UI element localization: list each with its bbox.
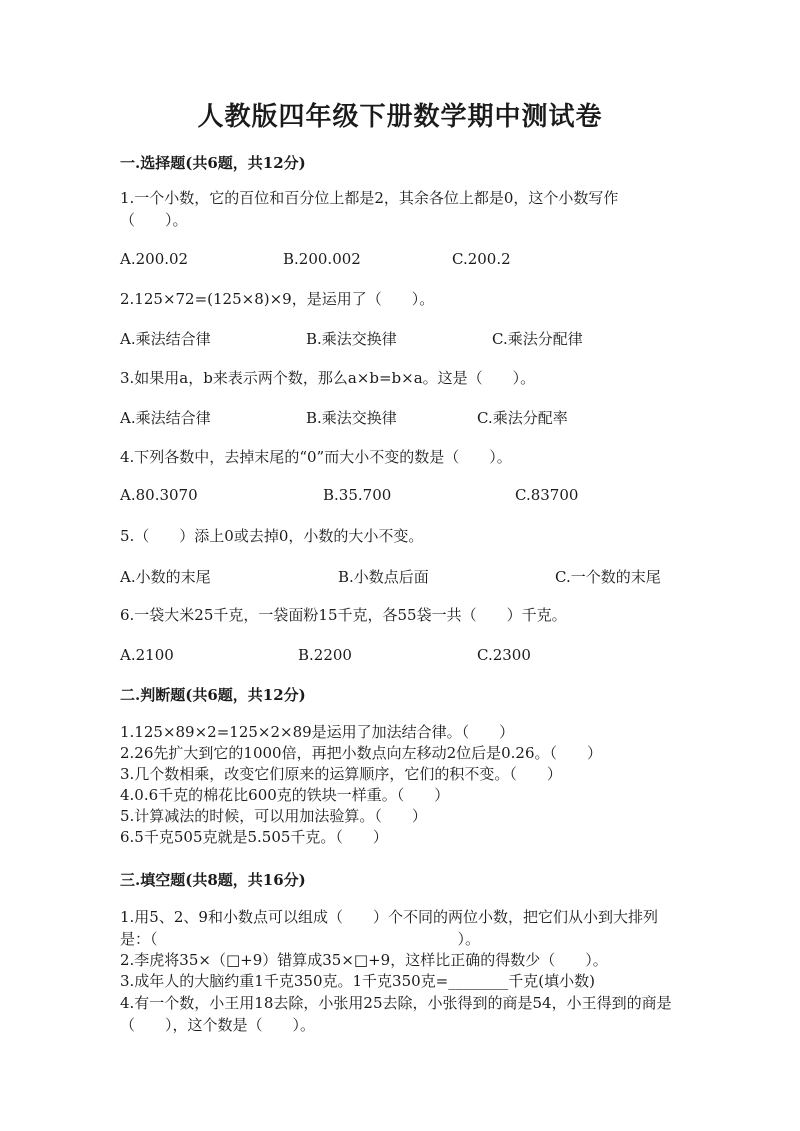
question-1: 1.一个小数，它的百位和百分位上都是2，其余各位上都是0，这个小数写作（ ）。 (120, 189, 619, 229)
option-5b: B.小数点后面 (338, 568, 429, 586)
fill-item-4: 4.有一个数，小王用18去除，小张用25去除，小张得到的商是54，小王得到的商是（ ），这个数是（ ）。 (120, 994, 672, 1034)
judgment-item-4: 4.0.6千克的棉花比600克的铁块一样重。（ ） (120, 786, 450, 804)
fill-item-2: 2.李虎将35×（□+9）错算成35×□+9，这样比正确的得数少（ ）。 (120, 951, 608, 969)
option-2a: A.乘法结合律 (120, 330, 211, 348)
fill-item-1: 1.用5、2、9和小数点可以组成（ ）个不同的两位小数，把它们从小到大排列是：（ ）。 (120, 908, 658, 948)
question-5: 5.（ ）添上0或去掉0，小数的大小不变。 (120, 527, 424, 545)
judgment-item-2: 2.26先扩大到它的1000倍，再把小数点向左移动2位后是0.26。（ ） (120, 744, 603, 762)
option-2c: C.乘法分配律 (492, 330, 583, 348)
option-6c: C.2300 (477, 646, 531, 664)
page-title: 人教版四年级下册数学期中测试卷 (197, 102, 603, 132)
question-3: 3.如果用a，b来表示两个数，那么a×b=b×a。这是（ ）。 (120, 369, 536, 387)
section-heading-judgment: 二.判断题(共6题，共12分) (120, 686, 306, 704)
option-5c: C.一个数的末尾 (555, 568, 661, 586)
section-heading-fill-blank: 三.填空题(共8题，共16分) (120, 871, 306, 889)
option-2b: B.乘法交换律 (306, 330, 397, 348)
option-3a: A.乘法结合律 (120, 409, 211, 427)
option-3c: C.乘法分配率 (477, 409, 568, 427)
judgment-item-5: 5.计算减法的时候，可以用加法验算。（ ） (120, 807, 427, 825)
option-6b: B.2200 (298, 646, 352, 664)
fill-item-3: 3.成年人的大脑约重1千克350克。1千克350克=________千克(填小数) (120, 972, 595, 990)
question-2: 2.125×72=(125×8)×9，是运用了（ ）。 (120, 290, 435, 308)
option-6a: A.2100 (120, 646, 174, 664)
option-1a: A.200.02 (120, 250, 189, 268)
option-3b: B.乘法交换律 (306, 409, 397, 427)
option-4b: B.35.700 (323, 486, 392, 504)
question-6: 6.一袋大米25千克，一袋面粉15千克，各55袋一共（ ）千克。 (120, 606, 567, 624)
judgment-item-6: 6.5千克505克就是5.505千克。（ ） (120, 828, 388, 846)
option-4c: C.83700 (515, 486, 579, 504)
option-1b: B.200.002 (283, 250, 361, 268)
judgment-item-3: 3.几个数相乘，改变它们原来的运算顺序，它们的积不变。（ ） (120, 765, 562, 783)
option-4a: A.80.3070 (120, 486, 198, 504)
judgment-item-1: 1.125×89×2=125×2×89是运用了加法结合律。（ ） (120, 723, 515, 741)
option-1c: C.200.2 (452, 250, 511, 268)
option-5a: A.小数的末尾 (120, 568, 211, 586)
section-heading-choice: 一.选择题(共6题，共12分) (120, 154, 306, 172)
question-4: 4.下列各数中，去掉末尾的“0”而大小不变的数是（ ）。 (120, 448, 512, 466)
